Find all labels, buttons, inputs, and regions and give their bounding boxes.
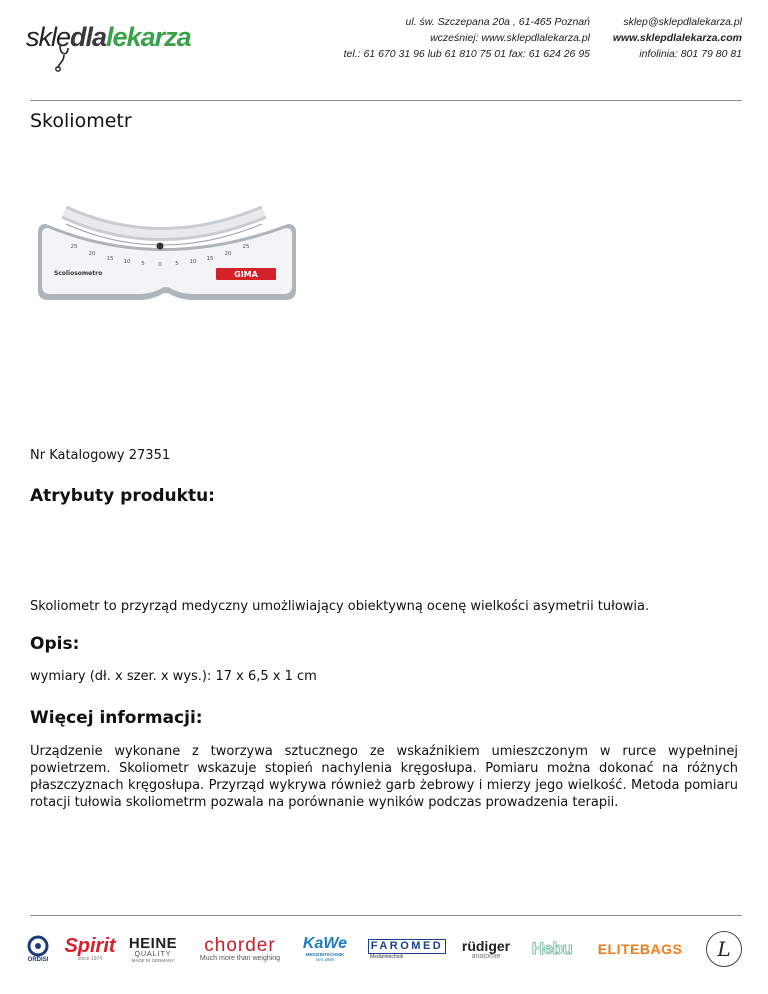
ordisi-text: ORDISI	[27, 957, 49, 963]
scale-tick-label: 10	[123, 259, 131, 265]
ordisi-swirl-icon	[26, 935, 50, 957]
product-title: Skoliometr	[30, 110, 132, 132]
hebu-text: Hebu	[531, 939, 573, 958]
scale-tick-label: 5	[141, 261, 145, 267]
header-divider	[30, 100, 742, 101]
scale-tick-label: 15	[206, 256, 214, 262]
faromed-sub: Medizintechnik	[370, 953, 404, 960]
logo-text-part2: dla	[70, 22, 107, 52]
scale-tick-label: 0	[158, 262, 162, 268]
chorder-text: chorder	[204, 935, 276, 956]
contact-address	[344, 14, 590, 62]
footer-divider	[30, 915, 742, 916]
kawe-text: KaWe	[302, 935, 348, 952]
brand-logos-strip	[20, 924, 748, 974]
brand-logo-faromed[interactable]	[366, 924, 448, 974]
logo-text-part1: skle	[26, 22, 71, 52]
scale-tick-label: 15	[106, 256, 114, 262]
littmann-letter: L	[717, 937, 731, 961]
brand-logo-chorder[interactable]	[192, 924, 288, 974]
store-logo[interactable]	[26, 20, 191, 54]
address-line: ul. św. Szczepana 20a , 61-465 Poznań	[405, 16, 590, 28]
scale-tick-label: 10	[189, 259, 197, 265]
catalog-number: Nr Katalogowy 27351	[30, 448, 171, 463]
phone-fax-line: tel.: 61 670 31 96 lub 61 810 75 01 fax: 61 624 26 95	[343, 48, 590, 60]
heine-text: HEINE	[128, 934, 178, 952]
brand-logo-ordisi[interactable]	[22, 924, 54, 974]
scale-tick-label: 20	[88, 251, 96, 257]
product-image	[30, 172, 304, 360]
brand-logo-kawe[interactable]	[298, 924, 352, 974]
brand-logo-hebu[interactable]	[526, 924, 578, 974]
littmann-seal-icon	[706, 931, 742, 967]
rudiger-sub: anatomie	[471, 952, 501, 960]
rudiger-text: rüdiger	[461, 937, 511, 954]
hotline-line: infolinia: 801 79 80 81	[639, 48, 742, 60]
email-link[interactable]: sklep@sklepdlalekarza.pl	[623, 16, 742, 28]
heine-sub2: MADE IN GERMANY	[131, 957, 175, 963]
kawe-sub1: MEDIZINTECHNIK	[305, 952, 345, 957]
brand-logo-spirit[interactable]	[60, 924, 120, 974]
scale-tick-label: 20	[224, 251, 232, 257]
description-heading: Opis:	[30, 634, 80, 654]
spirit-sub: since 1974	[77, 956, 103, 962]
more-info-text: Urządzenie wykonane z tworzywa sztucznego ze wskaźnikiem umieszczonym w rurce wypełninej powietrzem. Skoliometr wskazuje stopień nachylenia kręgosłupa. Pomiaru można dokonać na różnych płaszczyznach kręgosłupa. Przyrząd wykrywa również garb żebrowy i mierzy jego wielkość. Metoda pomiaru rotacji tułowia skoliometrm pozwala na porównanie wyników podczas prowadzenia terapii.	[30, 744, 738, 810]
logo-text-part3: lekarza	[106, 22, 191, 52]
brand-logo-elitebags[interactable]	[588, 924, 692, 974]
page-header	[0, 0, 768, 100]
device-label: Scoliosometro	[54, 270, 103, 277]
scale-tick-label: 25	[242, 244, 250, 250]
gima-brand-label: GIMA	[234, 270, 258, 279]
old-website-line: wcześniej: www.sklepdlalekarza.pl	[430, 32, 590, 44]
attributes-heading: Atrybuty produktu:	[30, 486, 215, 506]
brand-logo-rudiger[interactable]	[458, 924, 514, 974]
contact-online	[613, 14, 742, 62]
product-dimensions: wymiary (dł. x szer. x wys.): 17 x 6,5 x 1 cm	[30, 669, 317, 684]
stethoscope-icon	[54, 46, 78, 72]
brand-logo-heine[interactable]	[122, 924, 184, 974]
kawe-sub2: seit 1890	[315, 957, 335, 962]
elitebags-text: ELITEBAGS	[597, 941, 683, 957]
more-info-heading: Więcej informacji:	[30, 708, 203, 728]
website-link[interactable]: www.sklepdlalekarza.com	[612, 32, 742, 44]
scale-tick-label: 5	[175, 261, 179, 267]
brand-logo-littmann[interactable]	[704, 924, 744, 974]
product-intro: Skoliometr to przyrząd medyczny umożliwiający obiektywną ocenę wielkości asymetrii tułowia.	[30, 599, 650, 614]
spirit-text: Spirit	[64, 935, 116, 957]
scale-tick-label: 25	[70, 244, 78, 250]
heine-sub1: QUALITY	[134, 950, 172, 958]
chorder-sub: Much more than weighing	[199, 955, 281, 962]
faromed-text: FAROMED	[368, 939, 447, 954]
